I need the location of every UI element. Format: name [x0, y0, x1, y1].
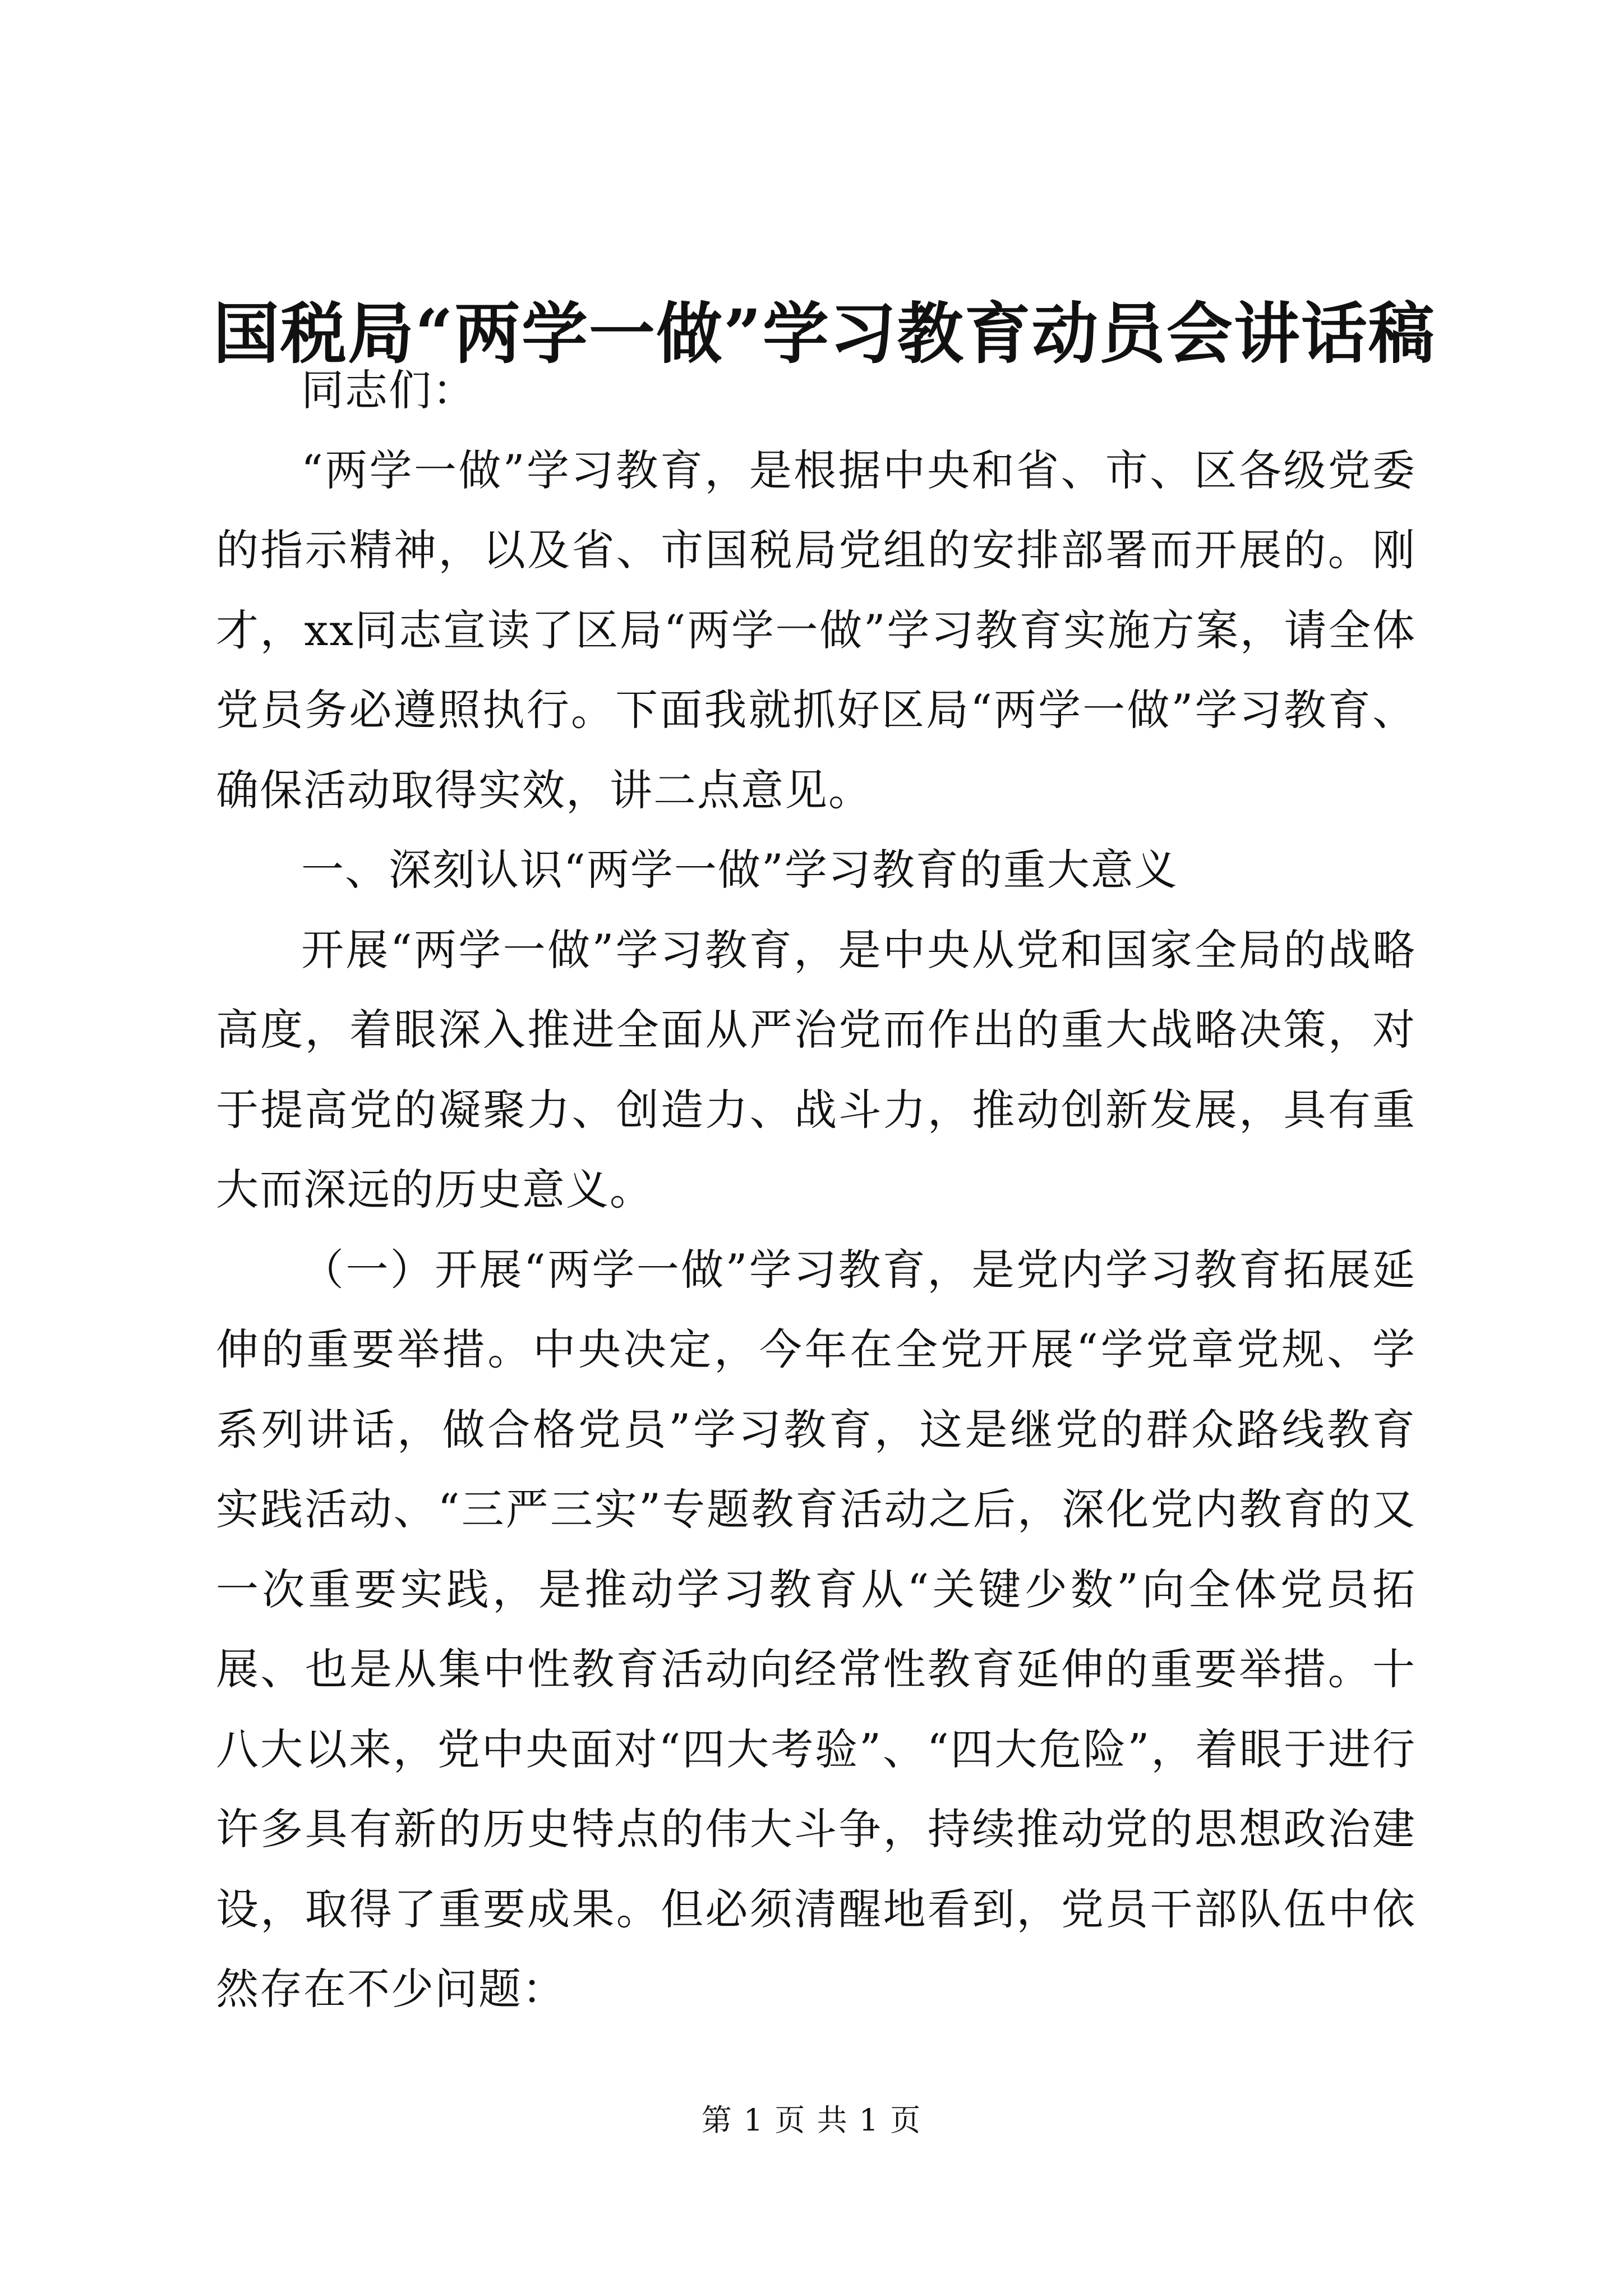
document-title: 国税局“两学一做”学习教育动员会讲话稿 [213, 295, 1436, 372]
section-paragraph: 开展“两学一做”学习教育，是中央从党和国家全局的战略高度，着眼深入推进全面从严治党而作出的重大战略决策，对于提高党的凝聚力、创造力、战斗力，推动创新发展，具有重大而深远的历史意义。 [216, 924, 1416, 1214]
page-footer: 第 1 页 共 1 页 [701, 2102, 922, 2138]
salutation-paragraph: 同志们： [301, 365, 476, 415]
document-body [216, 351, 1416, 2030]
subsection-paragraph: （一）开展“两学一做”学习教育，是党内学习教育拓展延伸的重要举措。中央决定，今年在全党开展“学党章党规、学系列讲话，做合格党员”学习教育，这是继党的群众路线教育实践活动、“三严三实”专题教育活动之后，深化党内教育的又一次重要实践，是推动学习教育从“关键少数”向全体党员拓展、也是从集中性教育活动向经常性教育延伸的重要举措。十八大以来，党中央面对“四大考验”、“四大危险”，着眼于进行许多具有新的历史特点的伟大斗争，持续推动党的思想政治建设，取得了重要成果。但必须清醒地看到，党员干部队伍中依然存在不少问题： [216, 1244, 1416, 2014]
intro-paragraph: “两学一做”学习教育，是根据中央和省、市、区各级党委的指示精神，以及省、市国税局党组的安排部署而开展的。刚才，xx同志宣读了区局“两学一做”学习教育实施方案，请全体党员务必遵照执行。下面我就抓好区局“两学一做”学习教育、确保活动取得实效，讲二点意见。 [216, 445, 1416, 815]
section-heading: 一、深刻认识“两学一做”学习教育的重大意义 [301, 845, 1178, 895]
